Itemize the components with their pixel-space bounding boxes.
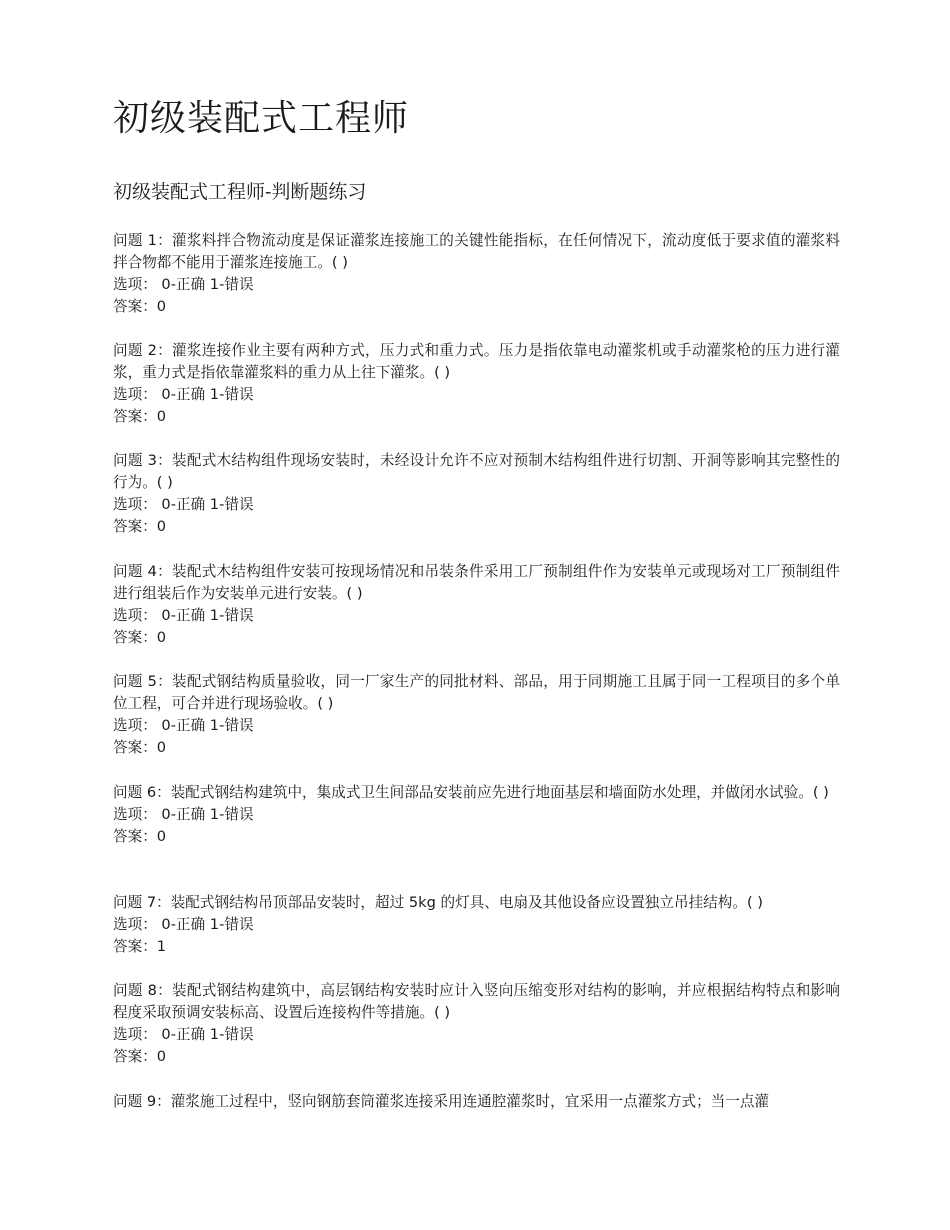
question-item-2 xyxy=(113,340,840,428)
question-options: 选项： 0-正确 1-错误 xyxy=(113,607,254,624)
question-options: 选项： 0-正确 1-错误 xyxy=(113,386,254,403)
question-options: 选项： 0-正确 1-错误 xyxy=(113,806,254,823)
question-text: 问题 4：装配式木结构组件安装可按现场情况和吊装条件采用工厂预制组件作为安装单元或现场对工厂预制组件进行组装后作为安装单元进行安装。( ) xyxy=(113,563,840,602)
question-text: 问题 3：装配式木结构组件现场安装时，未经设计允许不应对预制木结构组件进行切割、开洞等影响其完整性的行为。( ) xyxy=(113,452,840,491)
question-text: 问题 6：装配式钢结构建筑中，集成式卫生间部品安装前应先进行地面基层和墙面防水处理，并做闭水试验。( ) xyxy=(113,784,829,801)
question-answer: 答案：0 xyxy=(113,1048,167,1065)
question-answer: 答案：0 xyxy=(113,739,167,756)
question-answer: 答案：0 xyxy=(113,408,167,425)
question-item-8 xyxy=(113,980,840,1068)
question-answer: 答案：0 xyxy=(113,298,167,315)
question-text: 问题 1：灌浆料拌合物流动度是保证灌浆连接施工的关键性能指标，在任何情况下，流动度低于要求值的灌浆料拌合物都不能用于灌浆连接施工。( ) xyxy=(113,232,840,271)
question-item-1 xyxy=(113,230,840,318)
question-item-9 xyxy=(113,1091,840,1113)
question-item-4 xyxy=(113,561,840,649)
question-text: 问题 8：装配式钢结构建筑中，高层钢结构安装时应计入竖向压缩变形对结构的影响，并应根据结构特点和影响程度采取预调安装标高、设置后连接构件等措施。( ) xyxy=(113,982,840,1021)
question-item-7 xyxy=(113,892,840,958)
question-item-6 xyxy=(113,782,840,848)
question-options: 选项： 0-正确 1-错误 xyxy=(113,717,254,734)
question-text: 问题 2：灌浆连接作业主要有两种方式，压力式和重力式。压力是指依靠电动灌浆机或手动灌浆枪的压力进行灌浆，重力式是指依靠灌浆料的重力从上往下灌浆。( ) xyxy=(113,342,840,381)
question-options: 选项： 0-正确 1-错误 xyxy=(113,496,254,513)
document-subtitle: 初级装配式工程师-判断题练习 xyxy=(113,181,367,203)
question-answer: 答案：0 xyxy=(113,828,167,845)
question-text: 问题 7：装配式钢结构吊顶部品安装时，超过 5kg 的灯具、电扇及其他设备应设置独立吊挂结构。( ) xyxy=(113,894,763,911)
question-answer: 答案：0 xyxy=(113,518,167,535)
question-item-5 xyxy=(113,671,840,759)
question-options: 选项： 0-正确 1-错误 xyxy=(113,916,254,933)
question-item-3 xyxy=(113,450,840,538)
question-answer: 答案：0 xyxy=(113,629,167,646)
question-options: 选项： 0-正确 1-错误 xyxy=(113,1026,254,1043)
question-text: 问题 5：装配式钢结构质量验收，同一厂家生产的同批材料、部品，用于同期施工且属于同一工程项目的多个单位工程，可合并进行现场验收。( ) xyxy=(113,673,840,712)
question-answer: 答案：1 xyxy=(113,938,167,955)
question-options: 选项： 0-正确 1-错误 xyxy=(113,276,254,293)
document-title: 初级装配式工程师 xyxy=(113,98,410,139)
question-text: 问题 9：灌浆施工过程中，竖向钢筋套筒灌浆连接采用连通腔灌浆时，宜采用一点灌浆方式；当一点灌 xyxy=(113,1093,770,1110)
